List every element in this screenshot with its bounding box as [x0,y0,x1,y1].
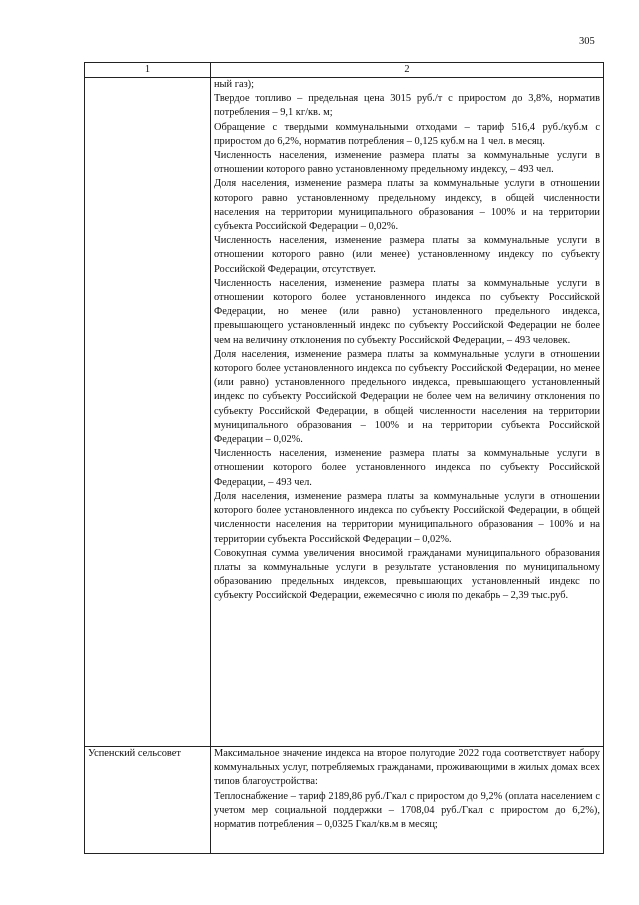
paragraph: Доля населения, изменение размера платы за коммунальные услуги в отношении которого равно установленному предельному индексу, в общей численности населения на территории муниципального образования – 100% и на территории субъекта Российской Федерации – 0,02%. [214,178,600,233]
paragraph: Численность населения, изменение размера платы за коммунальные услуги в отношении которого более установленного индекса по субъекту Российской Федерации, но менее (или равно) установленного предельного индекса, превышающего установленный индекс по субъекту Российской Федерации не более чем на величину отклонения по субъекту Российской Федерации, – 493 человек. [214,277,600,346]
paragraph: Численность населения, изменение размера платы за коммунальные услуги в отношении которого равно (или менее) установленному индексу по субъекту Российской Федерации, отсутствует. [214,235,600,275]
paragraph: Численность населения, изменение размера платы за коммунальные услуги в отношении которого более установленного индекса по субъекту Российской Федерации, – 493 чел. [214,448,600,488]
header-col-1: 1 [85,63,211,78]
table-header-row [85,63,604,78]
region-cell [85,78,211,747]
page-number: 305 [579,36,595,47]
paragraph: Обращение с твердыми коммунальными отходами – тариф 516,4 руб./куб.м с приростом до 6,2%, норматив потребления – 0,125 куб.м на 1 чел. в месяц. [214,121,600,147]
content-cell [211,747,604,854]
paragraph: ный газ); [214,79,255,90]
content-cell [211,78,604,747]
paragraph: Максимальное значение индекса на второе полугодие 2022 года соответствует набору коммунальных услуг, потребляемых гражданами, проживающими в жилых домах всех типов благоустройства: [214,748,600,788]
table-row [85,747,604,854]
paragraph: Твердое топливо – предельная цена 3015 руб./т с приростом до 3,8%, норматив потребления – 9,1 кг/кв. м; [214,93,600,119]
paragraph: Теплоснабжение – тариф 2189,86 руб./Гкал с приростом до 9,2% (оплата населением с учетом мер социальной поддержки – 1708,04 руб./Гкал с приростом до 6,2%), норматив потребления – 0,0325 Гкал/кв.м в месяц; [214,790,600,831]
region-cell: Успенский сельсовет [85,747,211,854]
header-col-2: 2 [211,63,604,78]
paragraph: Доля населения, изменение размера платы за коммунальные услуги в отношении которого более установленного индекса по субъекту Российской Федерации, в общей численности населения на территории муниципального образования – 100% и на территории субъекта Российской Федерации – 0,02%. [214,490,600,545]
table-row [85,78,604,747]
main-table [84,62,604,854]
paragraph: Численность населения, изменение размера платы за коммунальные услуги в отношении которого равно установленному предельному индексу, – 493 чел. [214,150,600,176]
paragraph: Доля населения, изменение размера платы за коммунальные услуги в отношении которого более установленного индекса по субъекту Российской Федерации, но менее (или равно) установленного предельного индекса, превышающего установленный индекс по субъекту Российской Федерации не более чем на величину отклонения по субъекту Российской Федерации, в общей численности населения на территории муниципального образования – 100% и на территории субъекта Российской Федерации – 0,02%. [214,348,600,446]
paragraph: Совокупная сумма увеличения вносимой гражданами муниципального образования платы за коммунальные услуги в результате установления по муниципальному образованию предельных индексов, превышающих установленный индекс по субъекту Российской Федерации, ежемесячно с июля по декабрь – 2,39 тыс.руб. [214,547,600,602]
